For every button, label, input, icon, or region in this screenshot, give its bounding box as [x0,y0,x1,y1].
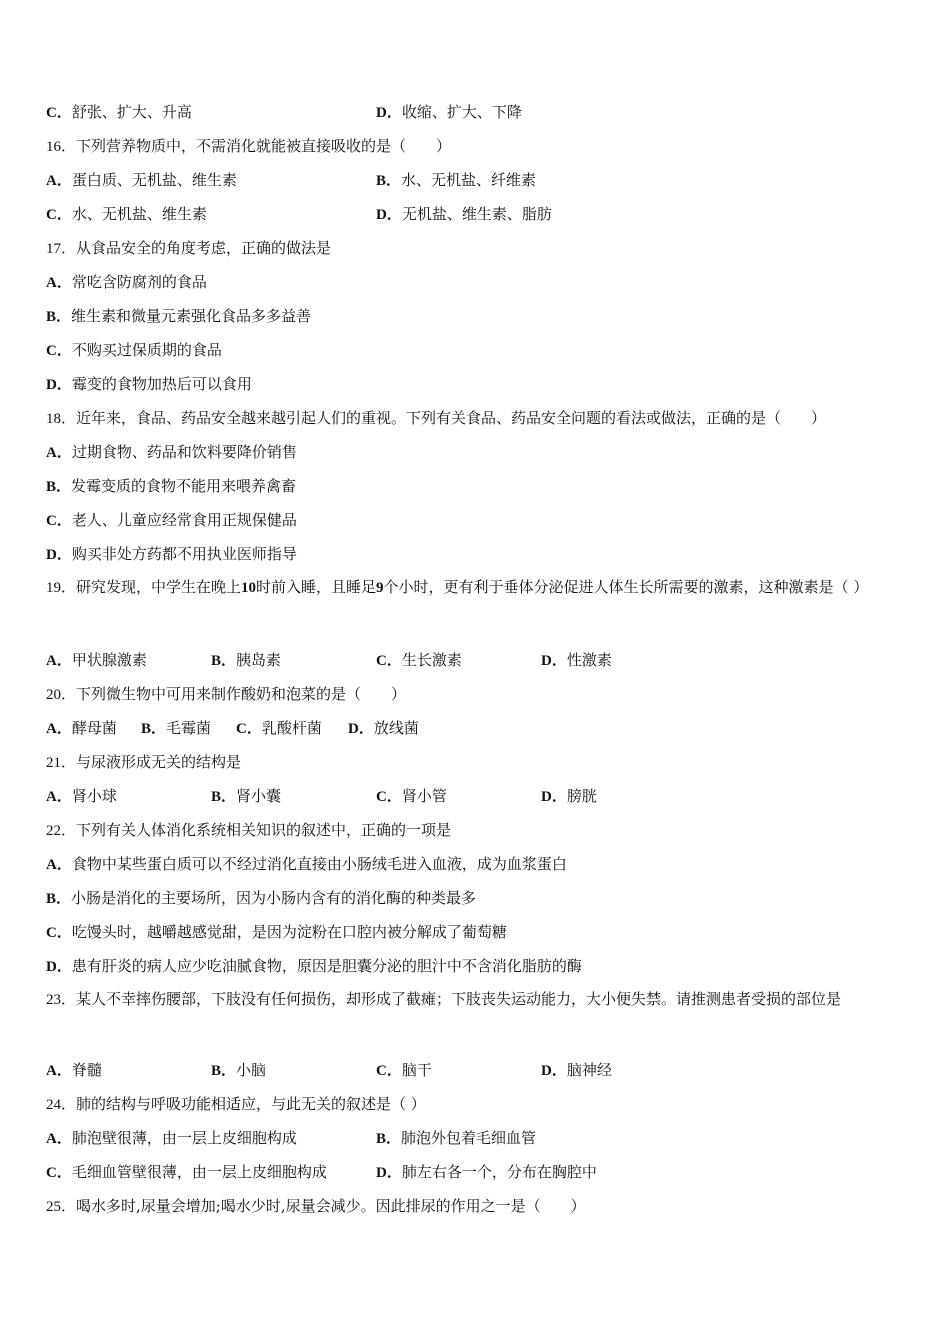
option-label: D． [541,653,567,669]
question-number: 16． [46,139,77,155]
question-text: 时前入睡，且睡足 [256,578,377,596]
option-text: 水、无机盐、维生素 [71,205,207,223]
option-label: D． [541,1063,567,1079]
option-label: D． [46,377,72,393]
question-text: 研究发现，中学生在晚上 [76,578,242,596]
option-label: A． [46,857,72,873]
q22-option-d [46,956,582,977]
option-label: A． [46,721,72,737]
option-text: 吃馒头时，越嚼越感觉甜，是因为淀粉在口腔内被分解成了葡萄糖 [71,923,507,941]
option-label: D． [376,207,402,223]
option-text: 酵母菌 [71,719,117,737]
option-text: 脑干 [401,1061,432,1079]
q23-option-d [541,1060,612,1081]
option-text: 小肠是消化的主要场所，因为小肠内含有的消化酶的种类最多 [71,889,477,907]
option-label: B． [46,891,72,907]
q22-option-c [46,922,507,943]
question-text: 个小时，更有利于垂体分泌促进人体生长所需要的激素，这种激素是（ ） [383,578,869,596]
question-hour: 10 [241,580,257,596]
option-label: C． [236,721,262,737]
option-label: D． [541,789,567,805]
option-text: 肾小囊 [236,787,282,805]
q17-option-c [46,340,222,361]
question-duration: 9 [376,580,384,596]
option-text: 乳酸杆菌 [261,719,322,737]
question-text: 肺的结构与呼吸功能相适应，与此无关的叙述是（ ） [76,1095,426,1113]
q16-option-d [376,204,552,225]
option-text: 患有肝炎的病人应少吃油腻食物，原因是胆囊分泌的胆汁中不含消化脂肪的酶 [71,957,582,975]
q21-stem [46,752,241,773]
option-text: 膀胱 [566,787,597,805]
q23-option-c [376,1060,432,1081]
option-text: 毛细血管壁很薄，由一层上皮细胞构成 [71,1163,327,1181]
q17-option-a [46,272,207,293]
q19-option-c [376,650,462,671]
q16-stem [46,136,451,157]
question-text: 与尿液形成无关的结构是 [76,753,242,771]
option-text: 脊髓 [71,1061,102,1079]
q18-option-d [46,544,297,565]
option-text: 食物中某些蛋白质可以不经过消化直接由小肠绒毛进入血液，成为血浆蛋白 [71,855,567,873]
question-number: 23． [46,992,77,1008]
option-label: C． [46,105,72,121]
q20-option-a [46,718,117,739]
q17-option-d [46,374,252,395]
question-text: 下列微生物中可用来制作酸奶和泡菜的是（ ） [76,685,407,703]
q24-stem [46,1094,426,1115]
option-text: 脑神经 [566,1061,612,1079]
q22-option-b [46,888,476,909]
option-label: D． [376,1165,402,1181]
option-label: D． [46,547,72,563]
option-label: A． [46,445,72,461]
question-text: 从食品安全的角度考虑，正确的做法是 [76,239,332,257]
q16-option-a [46,170,237,191]
question-text: 某人不幸摔伤腰部，下肢没有任何损伤，却形成了截瘫；下肢丧失运动能力，大小便失禁。请推测患者受损的部位是 [76,990,842,1008]
q15-option-c [46,102,192,123]
q24-option-d [376,1162,597,1183]
option-label: C． [376,1063,402,1079]
option-label: A． [46,653,72,669]
option-text: 肺泡壁很薄，由一层上皮细胞构成 [71,1129,297,1147]
question-number: 22． [46,823,77,839]
q24-option-c [46,1162,327,1183]
option-text: 放线菌 [373,719,419,737]
q18-option-a [46,442,297,463]
question-number: 17． [46,241,77,257]
option-label: B． [46,479,72,495]
q23-option-a [46,1060,102,1081]
option-label: A． [46,1063,72,1079]
q21-option-a [46,786,117,807]
q20-option-b [141,718,211,739]
q17-option-b [46,306,311,327]
option-label: C． [46,343,72,359]
option-text: 生长激素 [401,651,462,669]
option-label: C． [46,925,72,941]
q19-option-d [541,650,612,671]
option-text: 老人、儿童应经常食用正规保健品 [71,511,297,529]
q21-option-b [211,786,281,807]
q18-option-c [46,510,297,531]
option-text: 无机盐、维生素、脂肪 [401,205,552,223]
option-text: 维生素和微量元素强化食品多多益善 [71,307,312,325]
option-label: C． [46,207,72,223]
option-text: 小脑 [236,1061,267,1079]
question-number: 24． [46,1097,77,1113]
option-label: B． [141,721,167,737]
option-label: B． [211,1063,237,1079]
q21-option-d [541,786,597,807]
option-text: 过期食物、药品和饮料要降价销售 [71,443,297,461]
option-text: 收缩、扩大、下降 [401,103,522,121]
q20-option-c [236,718,322,739]
option-label: C． [376,789,402,805]
question-number: 21． [46,755,77,771]
option-text: 常吃含防腐剂的食品 [71,273,207,291]
option-label: B． [211,789,237,805]
q18-stem [46,408,826,429]
option-label: B． [376,173,402,189]
q16-option-b [376,170,536,191]
option-label: C． [376,653,402,669]
question-text: 下列有关人体消化系统相关知识的叙述中，正确的一项是 [76,821,452,839]
option-label: B． [46,309,72,325]
question-number: 20． [46,687,77,703]
q17-stem [46,238,331,259]
option-text: 甲状腺激素 [71,651,147,669]
option-text: 购买非处方药都不用执业医师指导 [71,545,297,563]
question-number: 25． [46,1199,77,1215]
option-label: D． [376,105,402,121]
option-label: A． [46,173,72,189]
option-label: B． [211,653,237,669]
question-text: 下列营养物质中，不需消化就能被直接吸收的是（ ） [76,137,452,155]
q20-stem [46,684,406,705]
q22-option-a [46,854,567,875]
option-text: 胰岛素 [236,651,282,669]
option-text: 毛霉菌 [166,719,212,737]
q19-option-b [211,650,281,671]
option-label: B． [376,1131,402,1147]
option-text: 肾小管 [401,787,447,805]
question-number: 19． [46,580,77,596]
q24-option-b [376,1128,536,1149]
q24-option-a [46,1128,297,1149]
question-text: 近年来，食品、药品安全越来越引起人们的重视。下列有关食品、药品安全问题的看法或做法，正确的是（ ） [76,409,827,427]
q19-stem [46,568,906,607]
option-text: 霉变的食物加热后可以食用 [71,375,252,393]
q21-option-c [376,786,447,807]
option-label: C． [46,513,72,529]
q23-stem [46,980,906,1019]
q25-stem [46,1196,586,1217]
q19-option-a [46,650,147,671]
option-label: A． [46,789,72,805]
q22-stem [46,820,451,841]
option-text: 不购买过保质期的食品 [71,341,222,359]
option-text: 肾小球 [71,787,117,805]
q23-option-b [211,1060,266,1081]
option-label: D． [46,959,72,975]
option-text: 蛋白质、无机盐、维生素 [71,171,237,189]
option-text: 肺泡外包着毛细血管 [401,1129,537,1147]
option-label: A． [46,1131,72,1147]
question-number: 18． [46,411,77,427]
q20-option-d [348,718,419,739]
q16-option-c [46,204,207,225]
option-text: 发霉变质的食物不能用来喂养禽畜 [71,477,297,495]
option-label: C． [46,1165,72,1181]
q15-option-d [376,102,522,123]
option-text: 肺左右各一个，分布在胸腔中 [401,1163,597,1181]
option-label: A． [46,275,72,291]
q18-option-b [46,476,296,497]
option-text: 性激素 [566,651,612,669]
option-label: D． [348,721,374,737]
question-text: 喝水多时,尿量会增加;喝水少时,尿量会减少。因此排尿的作用之一是（ ） [76,1197,586,1215]
option-text: 舒张、扩大、升高 [71,103,192,121]
option-text: 水、无机盐、纤维素 [401,171,537,189]
